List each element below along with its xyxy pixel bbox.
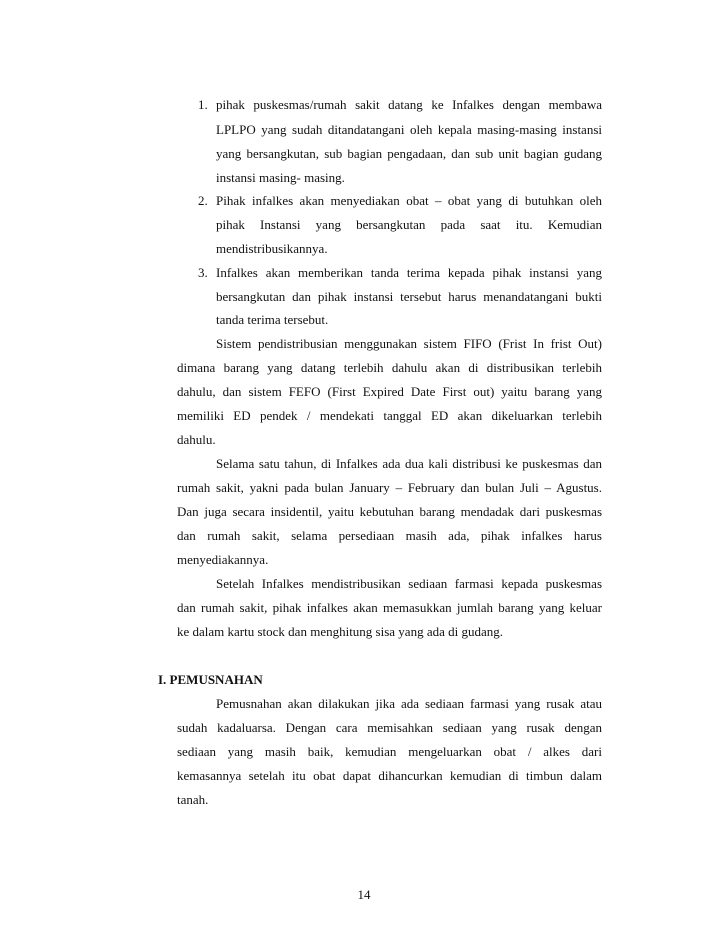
paragraph-line: tanah. [177,792,209,807]
paragraph-line: ke dalam kartu stock dan menghitung sisa yang ada di gudang. [177,624,504,639]
paragraph-line: Selama satu tahun, di Infalkes ada dua kali distribusi ke puskesmas dan [216,456,602,471]
list-item-line: mendistribusikannya. [216,241,328,256]
list-item-line: LPLPO yang sudah ditandatangani oleh kepala masing-masing instansi [216,122,602,137]
paragraph-line: Setelah Infalkes mendistribusikan sediaan farmasi kepada puskesmas [216,576,602,591]
list-item-number: 2. [198,193,208,208]
paragraph-line: Pemusnahan akan dilakukan jika ada sediaan farmasi yang rusak atau [216,696,602,711]
paragraph-line: Sistem pendistribusian menggunakan sistem FIFO (Frist In frist Out) [216,336,602,351]
paragraph-line: kemasannya setelah itu obat dapat dihancurkan kemudian di timbun dalam [177,768,602,783]
list-item-number: 3. [198,265,208,280]
list-item-line: pihak puskesmas/rumah sakit datang ke Infalkes dengan membawa [216,97,602,112]
section-heading: I. PEMUSNAHAN [158,672,263,687]
list-item-line: yang bersangkutan, sub bagian pengadaan, dan sub unit bagian gudang [216,146,602,161]
list-item-line: Infalkes akan memberikan tanda terima kepada pihak instansi yang [216,265,602,280]
list-item-line: pihak Instansi yang bersangkutan pada saat itu. Kemudian [216,217,602,232]
list-item-line: Pihak infalkes akan menyediakan obat – obat yang di butuhkan oleh [216,193,602,208]
paragraph-line: dan rumah sakit, selama persediaan masih ada, pihak infalkes harus [177,528,602,543]
page-number: 14 [357,887,371,902]
list-item-line: bersangkutan dan pihak instansi tersebut harus menandatangani bukti [216,289,602,304]
paragraph-line: menyediakannya. [177,552,269,567]
paragraph-line: dan rumah sakit, pihak infalkes akan memasukkan jumlah barang yang keluar [177,600,602,615]
list-item-line: tanda terima tersebut. [216,312,329,327]
paragraph-line: Dan juga secara insidentil, yaitu kebutuhan barang mendadak dari puskesmas [177,504,602,519]
list-item-number: 1. [198,97,208,112]
paragraph-line: sediaan yang masih baik, kemudian mengeluarkan obat / alkes dari [177,744,602,759]
paragraph-line: sudah kadaluarsa. Dengan cara memisahkan sediaan yang rusak dengan [177,720,602,735]
paragraph-line: memiliki ED pendek / mendekati tanggal ED akan dikeluarkan terlebih [177,408,602,423]
paragraph-line: dahulu. [177,432,216,447]
paragraph-line: dahulu, dan sistem FEFO (First Expired Date First out) yaitu barang yang [177,384,602,399]
paragraph-line: dimana barang yang datang terlebih dahulu akan di distribusikan terlebih [177,360,602,375]
paragraph-line: rumah sakit, yakni pada bulan January – February dan bulan Juli – Agustus. [177,480,602,495]
list-item-line: instansi masing- masing. [216,170,345,185]
